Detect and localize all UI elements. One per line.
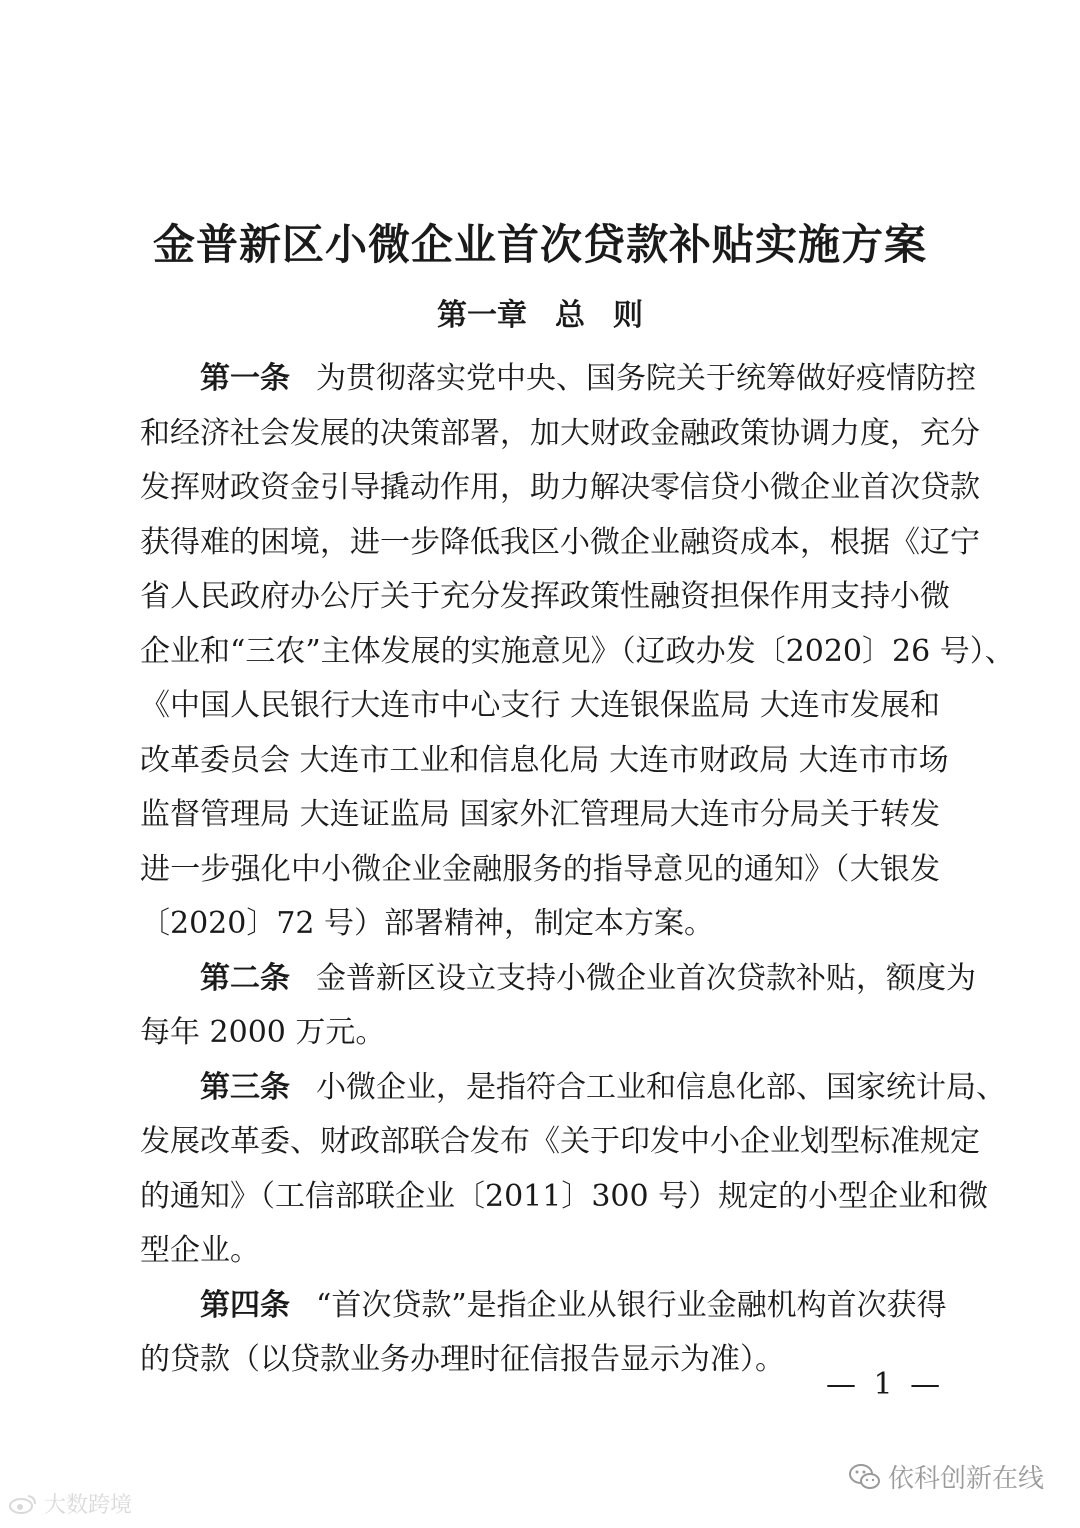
document-body: [140, 352, 1015, 1388]
article-line: 获得难的困境，进一步降低我区小微企业融资成本，根据《辽宁: [140, 524, 980, 560]
page-number: — 1 —: [826, 1367, 945, 1402]
article-text: “首次贷款”是指企业从银行业金融机构首次获得: [316, 1287, 947, 1323]
article-text: 金普新区设立支持小微企业首次贷款补贴，额度为: [316, 960, 976, 996]
article-line: 进一步强化中小微企业金融服务的指导意见的通知》（大银发: [140, 851, 940, 887]
article-4: [140, 1279, 947, 1388]
article-3: [140, 1061, 1006, 1279]
article-label: 第四条: [200, 1287, 290, 1323]
article-line: 省人民政府办公厅关于充分发挥政策性融资担保作用支持小微: [140, 579, 950, 614]
wechat-logo-icon: [848, 1462, 882, 1492]
article-line: [140, 952, 976, 1007]
article-line: [140, 1279, 947, 1334]
article-line: 和经济社会发展的决策部署，加大财政金融政策协调力度，充分: [140, 415, 980, 451]
article-line: 发挥财政资金引导撬动作用，助力解决零信贷小微企业首次贷款: [140, 470, 980, 505]
article-line: 企业和“三农”主体发展的实施意见》（辽政办发〔2020〕26 号）、: [140, 633, 1015, 669]
article-line: 的通知》（工信部联企业〔2011〕300 号）规定的小型企业和微: [140, 1178, 989, 1214]
article-line: 的贷款（以贷款业务办理时征信报告显示为准）。: [140, 1342, 785, 1377]
article-line: 每年 2000 万元。: [140, 1015, 386, 1050]
article-text: 小微企业，是指符合工业和信息化部、国家统计局、: [316, 1069, 1006, 1105]
article-line: 《中国人民银行大连市中心支行 大连银保监局 大连市发展和: [140, 688, 940, 723]
watermark-left: [8, 1488, 132, 1519]
watermark-left-text: 大数跨境: [44, 1493, 133, 1518]
chapter-name-part1: 总: [555, 298, 585, 333]
article-1: [140, 352, 1015, 952]
article-label: 第三条: [200, 1069, 290, 1105]
chapter-heading: [0, 290, 1080, 334]
article-line: 改革委员会 大连市工业和信息化局 大连市财政局 大连市市场: [140, 742, 949, 778]
chapter-name-part2: 则: [613, 298, 643, 333]
watermark-right-text: 依科创新在线: [888, 1464, 1045, 1494]
article-line: [140, 1061, 1006, 1116]
article-label: 第二条: [200, 960, 290, 996]
document-title: 金普新区小微企业首次贷款补贴实施方案: [152, 220, 927, 269]
weibo-logo-icon: [8, 1493, 38, 1515]
article-line: 〔2020〕72 号）部署精神，制定本方案。: [140, 906, 715, 941]
article-line: 型企业。: [140, 1233, 260, 1268]
article-2: [140, 952, 976, 1061]
chapter-label: 第一章: [437, 298, 527, 333]
article-line: [140, 352, 976, 407]
watermark-right: [848, 1458, 1044, 1495]
article-line: 发展改革委、财政部联合发布《关于印发中小企业划型标准规定: [140, 1124, 980, 1159]
article-line: 监督管理局 大连证监局 国家外汇管理局大连市分局关于转发: [140, 797, 940, 832]
article-label: 第一条: [200, 361, 290, 396]
article-text: 为贯彻落实党中央、国务院关于统筹做好疫情防控: [316, 361, 976, 396]
